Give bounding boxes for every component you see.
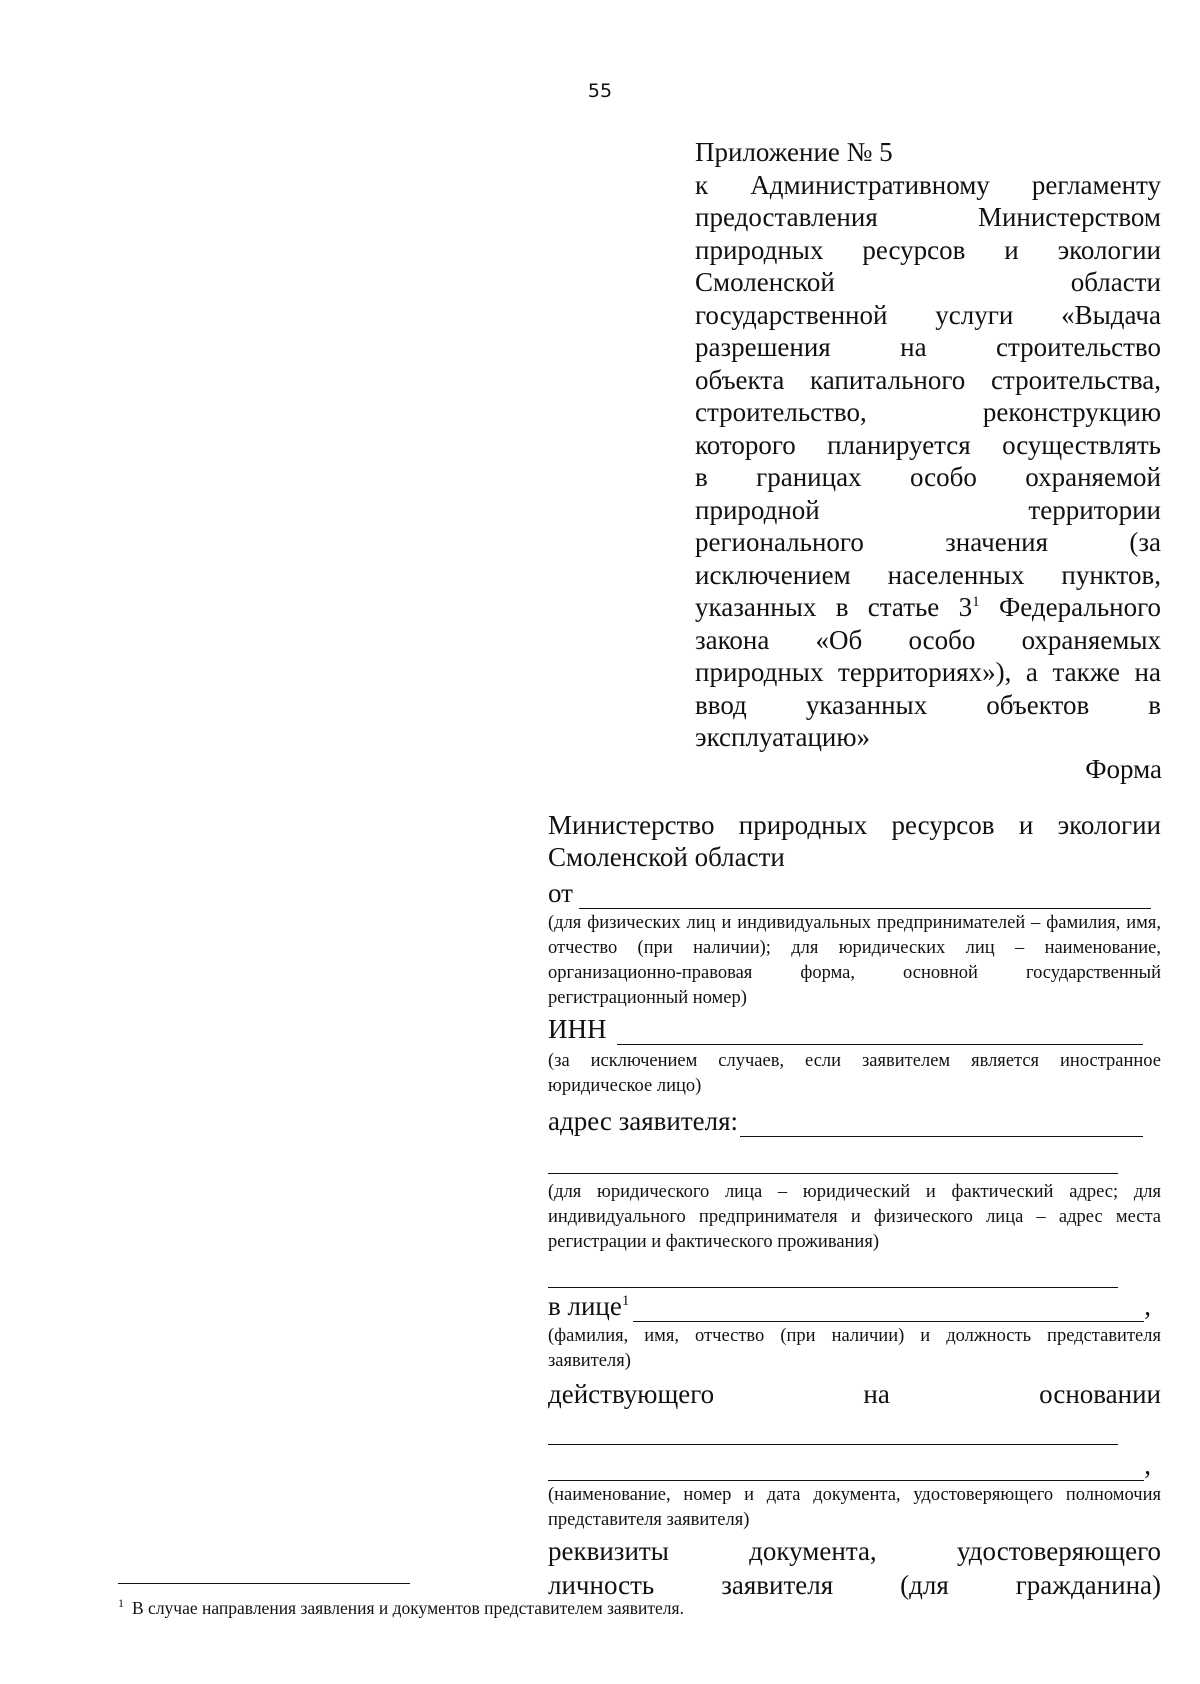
appendix-line: которого планируется осуществлять	[695, 429, 1161, 460]
inn-row	[548, 1013, 1161, 1045]
address-row	[548, 1105, 1161, 1137]
appendix-line: в границах особо охраняемой	[695, 462, 1161, 492]
address-hint: (для юридического лица – юридический и фактический адрес; для индивидуального предпринимателя и физического лица – адрес места регистрации и фактического проживания)	[548, 1182, 1161, 1252]
requisites-line: личность заявителя (для гражданина)	[548, 1570, 1161, 1600]
basis-hint: (наименование, номер и дата документа, удостоверяющего полномочия представителя заявителя)	[548, 1485, 1161, 1530]
appendix-title: Приложение № 5	[695, 137, 893, 167]
from-row	[548, 877, 1161, 909]
from-label: от	[548, 878, 573, 908]
appendix-line: Смоленской области	[695, 267, 1161, 297]
recipient-line: Смоленской области	[548, 842, 785, 872]
appendix-line: природной территории	[695, 494, 1161, 525]
address-field-line2[interactable]	[548, 1145, 1118, 1174]
appendix-header	[695, 136, 1161, 754]
appendix-line: закона «Об особо охраняемых	[695, 624, 1161, 655]
appendix-line: к Административному регламенту	[695, 169, 1161, 200]
applicant-form	[548, 809, 1161, 1601]
footnote-superscript: 1	[621, 1293, 630, 1309]
appendix-line: природных ресурсов и экологии	[695, 234, 1161, 265]
address-field[interactable]	[740, 1114, 1143, 1137]
in-person-text: в лице	[548, 1291, 622, 1321]
footnote	[118, 1596, 1118, 1619]
from-hint: (для физических лиц и индивидуальных предпринимателей – фамилия, имя, отчество (при наличии); для юридических лиц – наименование, организационно-правовая форма, основной государственный регистрационный номер)	[548, 913, 1161, 1008]
basis-field-line1[interactable]	[548, 1416, 1118, 1445]
address-field-line3[interactable]	[548, 1259, 1118, 1288]
representative-field[interactable]	[633, 1299, 1144, 1322]
appendix-line: строительство, реконструкцию	[695, 397, 1161, 427]
inn-field[interactable]	[617, 1022, 1144, 1045]
appendix-line: исключением населенных пунктов,	[695, 559, 1161, 590]
appendix-line: разрешения на строительство	[695, 332, 1161, 362]
appendix-line-part: указанных в статье 3	[695, 592, 973, 622]
appendix-line: объекта капитального строительства,	[695, 364, 1161, 395]
inn-label: ИНН	[548, 1014, 607, 1044]
in-person-hint: (фамилия, имя, отчество (при наличии) и должность представителя заявителя)	[548, 1326, 1161, 1371]
trailing-comma: ,	[1144, 1291, 1151, 1321]
basis-field-line2[interactable]	[548, 1456, 1144, 1481]
footnote-text: В случае направления заявления и документов представителем заявителя.	[132, 1597, 684, 1618]
address-label: адрес заявителя:	[548, 1106, 739, 1136]
from-field[interactable]	[579, 886, 1151, 909]
trailing-comma: ,	[1144, 1450, 1151, 1480]
inn-hint: (за исключением случаев, если заявителем является иностранное юридическое лицо)	[548, 1051, 1161, 1096]
form-label: Форма	[1085, 754, 1162, 784]
appendix-line: предоставления Министерством	[695, 202, 1161, 232]
basis-row	[548, 1449, 1161, 1481]
in-person-label	[548, 1290, 629, 1322]
appendix-line-part: Федерального	[979, 592, 1161, 622]
appendix-line: ввод указанных объектов в	[695, 689, 1161, 720]
footnote-divider	[118, 1583, 410, 1584]
page-number: 55	[587, 80, 613, 102]
footnote-superscript: 1	[972, 594, 980, 610]
appendix-line: регионального значения (за	[695, 527, 1161, 557]
appendix-line: природных территориях»), а также на	[695, 657, 1161, 687]
recipient-line: Министерство природных ресурсов и экологии	[548, 810, 1161, 840]
requisites-line: реквизиты документа, удостоверяющего	[548, 1536, 1161, 1566]
appendix-line: государственной услуги «Выдача	[695, 299, 1161, 330]
footnote-mark: 1	[118, 1596, 124, 1610]
appendix-line: эксплуатацию»	[695, 722, 871, 752]
acting-basis-line: действующего на основании	[548, 1379, 1161, 1409]
appendix-line-with-sup	[695, 591, 1161, 624]
in-person-row	[548, 1290, 1161, 1322]
